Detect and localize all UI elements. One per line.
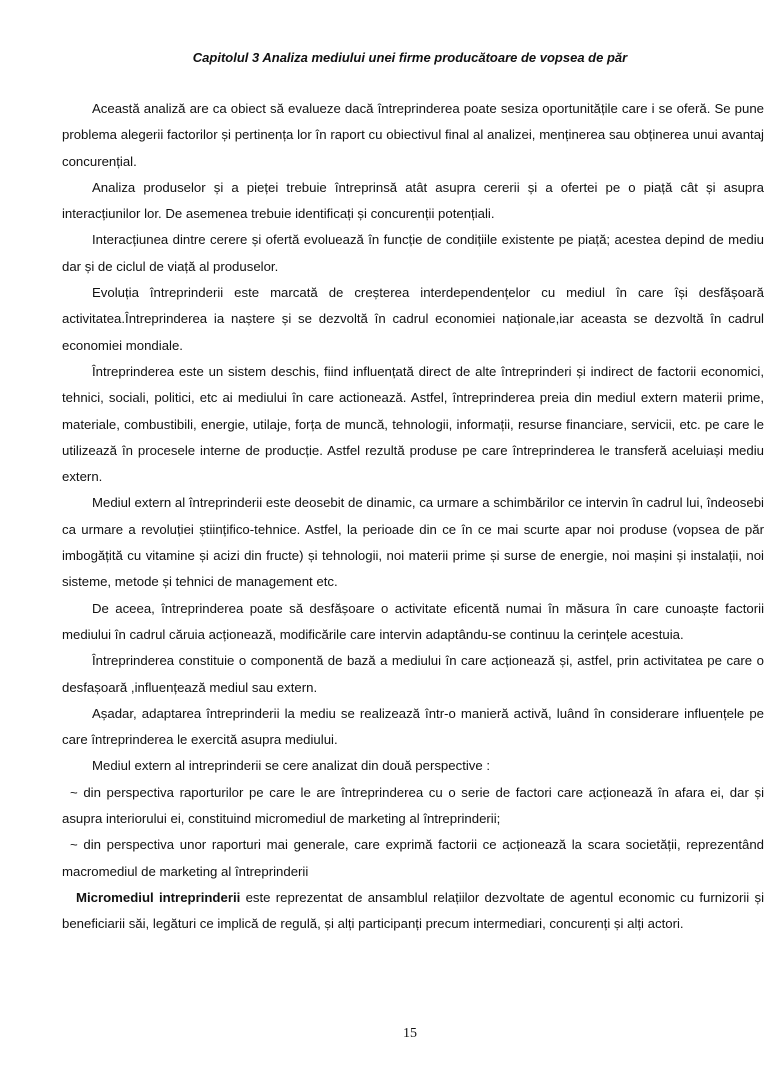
chapter-header: Capitolul 3 Analiza mediului unei firme producătoare de vopsea de păr — [192, 50, 628, 65]
page-number: 15 — [403, 1026, 417, 1041]
paragraph: Evoluția întreprinderii este marcată de creșterea interdependențelor cu mediul în care își desfășoară activitatea.Întreprinderea ia naștere și se dezvoltă în cadrul economiei naționale,iar aceasta se dezvoltă în cadrul economiei mondiale. — [62, 285, 764, 353]
paragraph: Analiza produselor și a pieței trebuie întreprinsă atât asupra cererii și a ofertei pe o piață cât și asupra interacțiunilor lor. De asemenea trebuie identificați și concurenții potențiali. — [62, 179, 764, 222]
paragraph: Mediul extern al intreprinderii se cere analizat din două perspective : — [92, 758, 491, 774]
final-paragraph — [62, 885, 764, 938]
list-item: ~ din perspectiva raporturilor pe care le are întreprinderea cu o serie de factori care acționează în afara ei, dar și asupra interiorului ei, constituind micromediul de marketing al întreprinderii; — [62, 784, 764, 827]
paragraph: Întreprinderea constituie o componentă de bază a mediului în care acționează și, astfel, prin activitatea pe care o desfașoară ,influențează mediul sau extern. — [62, 653, 764, 695]
paragraph: Interacțiunea dintre cerere și ofertă evoluează în funcție de condițiile existente pe piață; acestea depind de mediu dar și de ciclul de viață al produselor. — [62, 232, 764, 274]
body-text — [62, 96, 764, 938]
paragraph-text: este reprezentat de ansamblul relațiilor dezvoltate de agentul economic cu furnizorii și beneficiarii săi, legături ce implică de regulă, și alți participanți precum intermediari, concurenți și alți actori. — [62, 889, 765, 932]
paragraph: Această analiză are ca obiect să evalueze dacă întreprinderea poate sesiza oportunitățile care i se oferă. Se pune problema alegerii factorilor și pertinența lor în raport cu obiectivul final al analizei, menținerea sau obținerea unui avantaj concurențial. — [62, 101, 764, 169]
paragraph: De aceea, întreprinderea poate să desfășoare o activitate eficentă numai în măsura în care cunoaște factorii mediului în cadrul căruia acționează, modificările care intervin adaptându-se continuu la cerințele acestuia. — [62, 600, 764, 642]
paragraph: Mediul extern al întreprinderii este deosebit de dinamic, ca urmare a schimbărilor ce intervin în cadrul lui, îndeosebi ca urmare a revoluției științifico-tehnice. Astfel, la perioade din ce în ce mai scurte apar noi produse (vopsea de păr imbogățită cu vitamine și acizi din fructe) și tehnologii, noi materii prime și surse de energie, noi mașini și instalații, noi sisteme, metode și tehnici de management etc. — [62, 495, 764, 590]
paragraph: Întreprinderea este un sistem deschis, fiind influențată direct de alte întreprinderi și indirect de factorii economici, tehnici, sociali, politici, etc ai mediului în care actionează. Astfel, întreprinderea preia din mediul extern materii prime, materiale, combustibili, energie, utilaje, forța de muncă, tehnologii, informații, resurse financiare, servicii, etc. pe care le utilizează în procesele interne de producție. Astfel rezultă produse pe care întreprinderea le transferă aceluiași mediu extern. — [62, 363, 764, 485]
list-item: ~ din perspectiva unor raporturi mai generale, care exprimă factorii ce acționează la scara societății, reprezentând macromediul de marketing al întreprinderii — [62, 837, 764, 879]
bold-term: Micromediul intreprinderii — [76, 889, 241, 905]
paragraph: Așadar, adaptarea întreprinderii la mediu se realizează într-o manieră activă, luând în considerare influențele pe care întreprinderea le exercită asupra mediului. — [62, 705, 764, 748]
